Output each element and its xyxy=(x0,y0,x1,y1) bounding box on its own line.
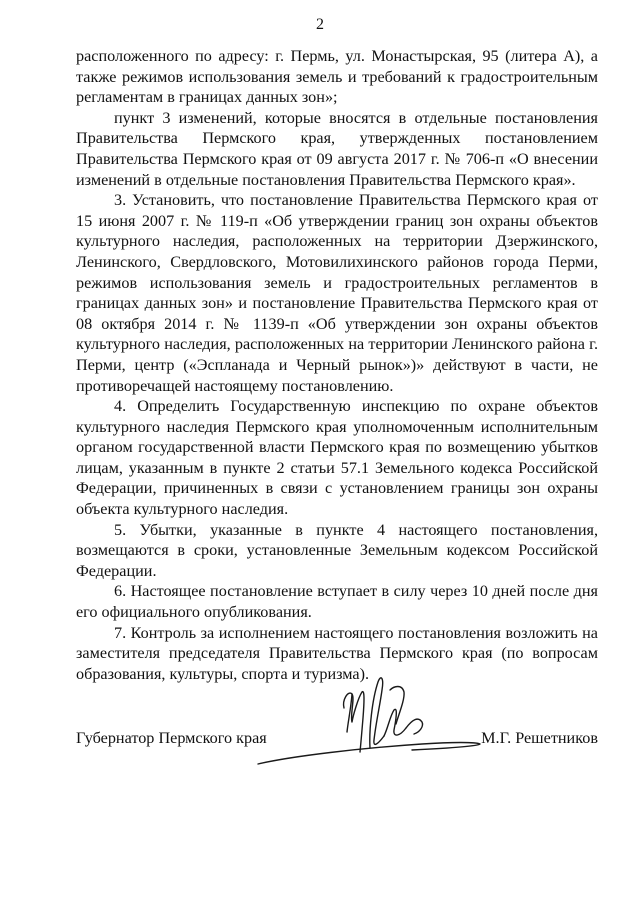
handwritten-signature xyxy=(252,660,482,770)
signature-block xyxy=(76,729,598,753)
signer-title: Губернатор Пермского края xyxy=(76,729,267,747)
signer-name: М.Г. Решетников xyxy=(481,729,598,747)
paragraph-continuation: расположенного по адресу: г. Пермь, ул. Монастырская, 95 (литера А), а также режимов использования земель и требований к градостроительным регламентам в границах данных зон»; xyxy=(76,47,598,107)
paragraph-item-3: 3. Установить, что постановление Правительства Пермского края от 15 июня 2007 г. № 119-п «Об утверждении границ зон охраны объектов культурного наследия, расположенных на территории Дзержинского, Ленинского, Свердловского, Мотовилихинского районов города Перми, режимов использования земель и градостроительных регламентов в границах данных зон» и постановление Правительства Пермского края от 08 октября 2014 г. № 1139-п «Об утверждении зон охраны объектов культурного наследия, расположенных на территории Ленинского района г. Перми, центр («Эспланада и Черный рынок»)» действуют в части, не противоречащей настоящему постановлению. xyxy=(76,191,598,395)
page-number: 2 xyxy=(316,16,324,33)
paragraph-item-4: 4. Определить Государственную инспекцию по охране объектов культурного наследия Пермского края уполномоченным исполнительным органом государственной власти Пермского края по возмещению убытков лицам, указанным в пункте 2 статьи 57.1 Земельного кодекса Российской Федерации, причиненных в связи с установлением границы зон охраны объекта культурного наследия. xyxy=(76,397,598,519)
paragraph-item-7: 7. Контроль за исполнением настоящего постановления возложить на заместителя председателя Правительства Пермского края (по вопросам образования, культуры, спорта и туризма). xyxy=(76,623,598,683)
paragraph-point-3-amendments: пункт 3 изменений, которые вносятся в отдельные постановления Правительства Пермского края, утвержденных постановлением Правительства Пермского края от 09 августа 2017 г. № 706-п «О внесении изменений в отдельные постановления Правительства Пермского края». xyxy=(76,108,598,189)
paragraph-item-5: 5. Убытки, указанные в пункте 4 настоящего постановления, возмещаются в сроки, установленные Земельным кодексом Российской Федерации. xyxy=(76,520,598,580)
paragraph-item-6: 6. Настоящее постановление вступает в силу через 10 дней после дня его официального опубликования. xyxy=(76,582,598,622)
document-body xyxy=(76,46,598,684)
